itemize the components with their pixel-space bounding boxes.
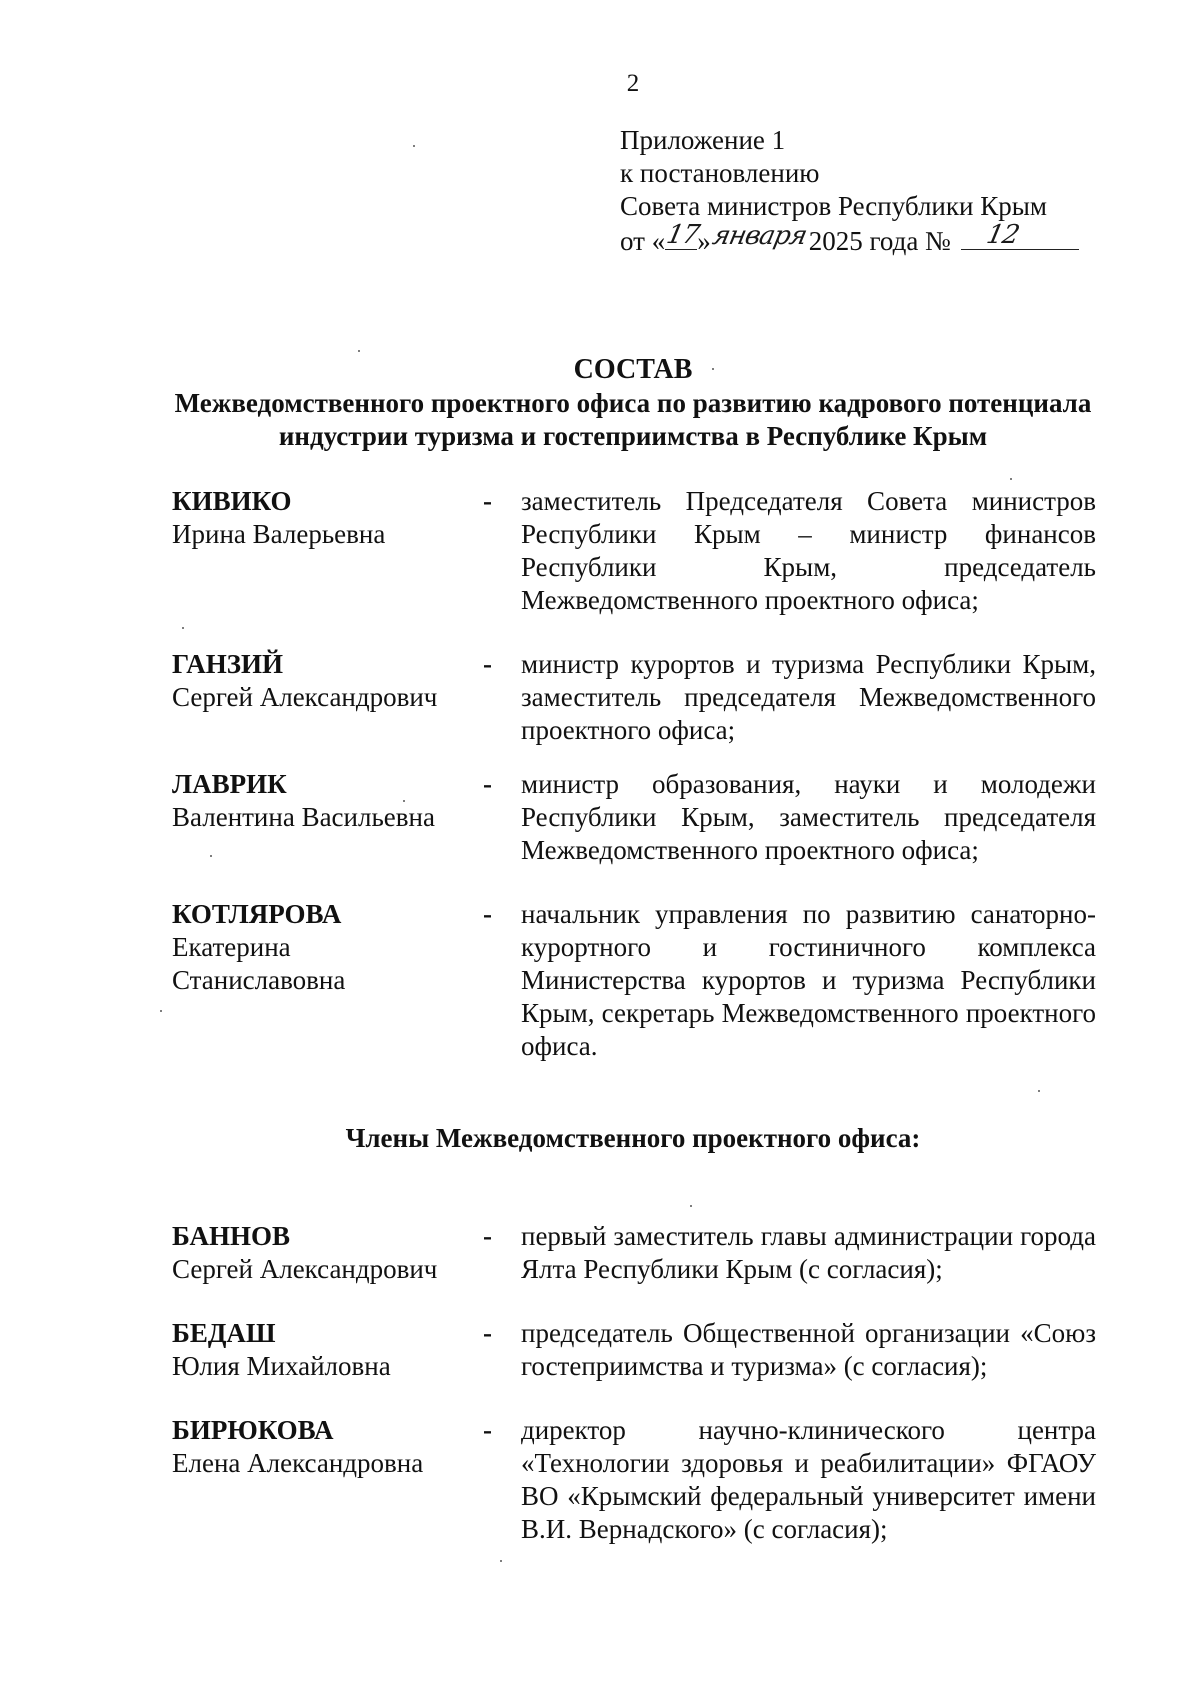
entry-dash: - xyxy=(483,1318,492,1348)
member-surname: БАННОВ xyxy=(172,1221,291,1251)
scan-speck xyxy=(500,1560,502,1562)
scan-speck xyxy=(210,855,212,857)
member-name xyxy=(172,1220,472,1286)
page-number: 2 xyxy=(626,70,640,97)
person-surname: ГАНЗИЙ xyxy=(172,649,283,679)
entry-dash: - xyxy=(483,899,492,929)
person-given-name: Валентина Васильевна xyxy=(172,802,435,832)
member-given-name: Елена Александровна xyxy=(172,1448,424,1478)
handwritten-day: 17 xyxy=(664,220,702,250)
scan-speck xyxy=(712,368,714,370)
day-blank xyxy=(664,220,702,250)
scan-speck xyxy=(1010,478,1012,480)
scan-speck xyxy=(358,350,360,352)
year-text: 2025 года № xyxy=(808,226,951,256)
member-given-name: Юлия Михайловна xyxy=(172,1351,391,1381)
person-surname: ЛАВРИК xyxy=(172,769,287,799)
scan-speck xyxy=(182,627,184,629)
person-name xyxy=(172,768,472,834)
scan-speck xyxy=(160,1010,162,1012)
person-role: начальник управления по развитию санаторно-курортного и гостиничного комплекса Министерства курортов и туризма Республики Крым, секретарь Межведомственного проектного офиса. xyxy=(521,899,1096,1061)
person-name xyxy=(172,898,472,997)
document-title xyxy=(140,353,1126,453)
member-role: директор научно-клинического центра «Технологии здоровья и реабилитации» ФГАОУ ВО «Крымский федеральный университет имени В.И. Вернадского» (с согласия); xyxy=(521,1415,1096,1544)
entry-dash: - xyxy=(483,486,492,516)
members-heading: Члены Межведомственного проектного офиса: xyxy=(345,1123,921,1153)
scan-speck xyxy=(690,1205,692,1207)
handwritten-number: 12 xyxy=(983,220,1022,250)
title-line-2: индустрии туризма и гостеприимства в Республике Крым xyxy=(278,421,988,451)
person-role: министр курортов и туризма Республики Крым, заместитель председателя Межведомственного проектного офиса; xyxy=(521,649,1096,745)
scan-speck xyxy=(1038,1090,1040,1092)
number-blank xyxy=(961,220,1079,250)
scan-speck xyxy=(403,800,405,802)
entry-dash: - xyxy=(483,649,492,679)
member-role: председатель Общественной организации «Союз гостеприимства и туризма» (с согласия); xyxy=(521,1318,1096,1381)
person-given-name: Екатерина Станиславовна xyxy=(172,932,346,995)
date-prefix: от « xyxy=(620,226,666,256)
member-name xyxy=(172,1414,472,1480)
person-role: министр образования, науки и молодежи Республики Крым, заместитель председателя Межведомственного проектного офиса; xyxy=(521,769,1096,865)
appendix-to-resolution: к постановлению xyxy=(620,158,820,188)
title-main: СОСТАВ xyxy=(573,354,693,385)
appendix-date-line xyxy=(620,220,1079,263)
appendix-issuer: Совета министров Республики Крым xyxy=(620,191,1047,221)
handwritten-month: января xyxy=(709,221,809,251)
title-line-1: Межведомственного проектного офиса по развитию кадрового потенциала xyxy=(174,388,1092,418)
person-name xyxy=(172,485,472,551)
month-blank xyxy=(709,221,809,251)
person-surname: КОТЛЯРОВА xyxy=(172,899,342,929)
person-role: заместитель Председателя Совета министров Республики Крым – министр финансов Республики Крым, председатель Межведомственного проектного офиса; xyxy=(521,486,1096,615)
date-mid: » xyxy=(697,226,711,256)
member-name xyxy=(172,1317,472,1383)
person-surname: КИВИКО xyxy=(172,486,292,516)
entry-dash: - xyxy=(483,1221,492,1251)
member-role: первый заместитель главы администрации города Ялта Республики Крым (с согласия); xyxy=(521,1221,1096,1284)
appendix-block xyxy=(620,124,1079,263)
person-given-name: Сергей Александрович xyxy=(172,682,438,712)
entry-dash: - xyxy=(483,1415,492,1445)
member-surname: БЕДАШ xyxy=(172,1318,276,1348)
scan-speck xyxy=(413,145,415,147)
entry-dash: - xyxy=(483,769,492,799)
member-given-name: Сергей Александрович xyxy=(172,1254,438,1284)
person-given-name: Ирина Валерьевна xyxy=(172,519,386,549)
person-name xyxy=(172,648,472,714)
member-surname: БИРЮКОВА xyxy=(172,1415,334,1445)
appendix-title: Приложение 1 xyxy=(620,125,786,155)
